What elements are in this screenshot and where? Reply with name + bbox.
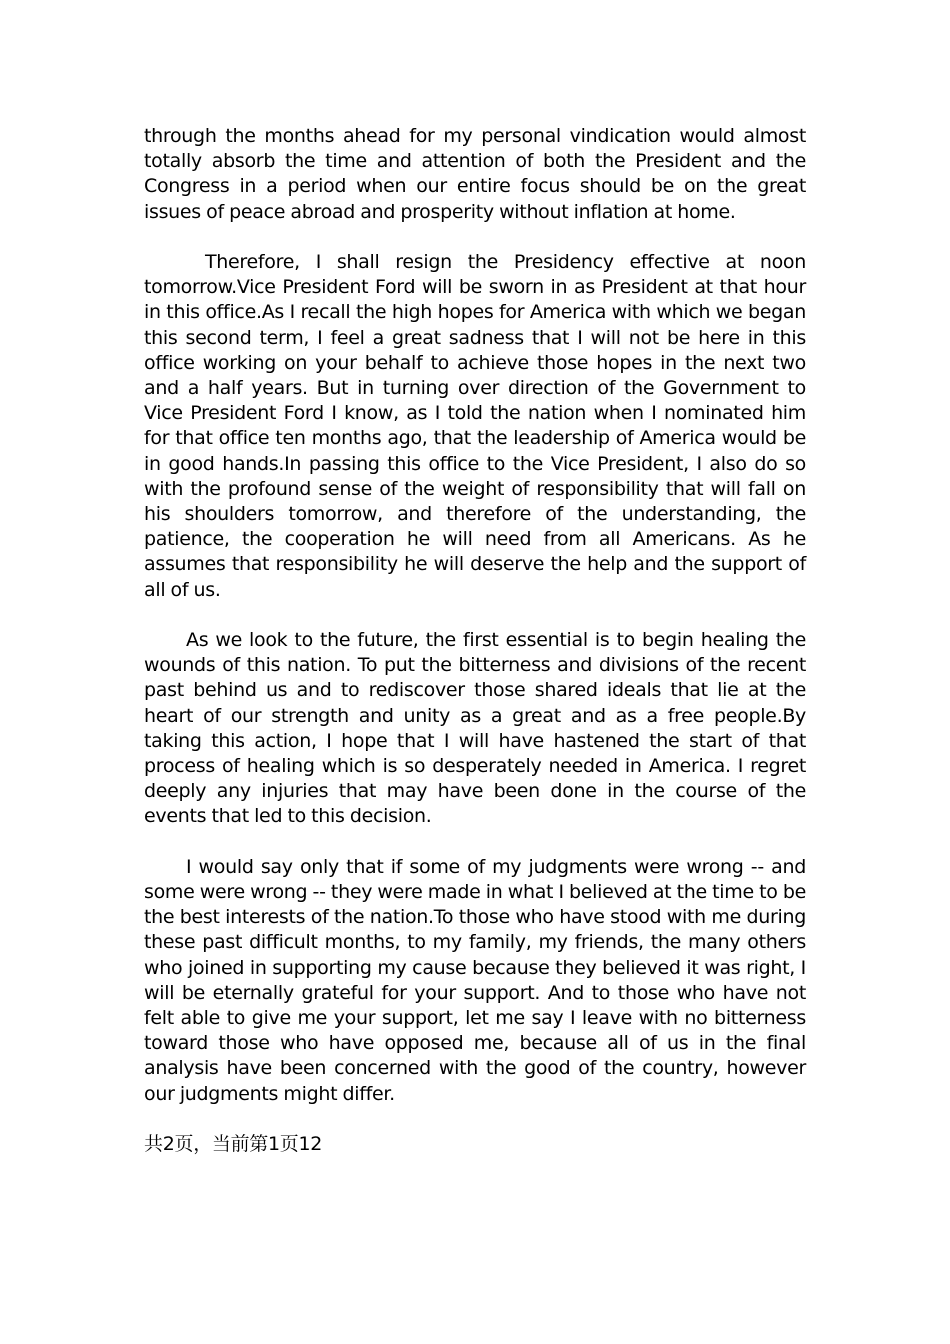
paragraph-healing: As we look to the future, the first essential is to begin healing the wounds of this nation. To put the bitterness and divisions of the recent past behind us and to rediscover those shared ideals that lie at the heart of our strength and unity as a great and as a free people.By taking this action, I hope that I will have hastened the start of that process of healing which is so desperately needed in America. I regret deeply any injuries that may have been done in the course of the events that led to this decision. xyxy=(144,629,806,828)
paragraph-resignation: Therefore, I shall resign the Presidency effective at noon tomorrow.Vice President Ford will be sworn in as President at that hour in this office.As I recall the high hopes for America with which we began this second term, I feel a great sadness that I will not be here in this office working on your behalf to achieve those hopes in the next two and a half years. But in turning over direction of the Government to Vice President Ford I know, as I told the nation when I nominated him for that office ten months ago, that the leadership of America would be in good hands.In passing this office to the Vice President, I also do so with the profound sense of the weight of responsibility that will fall on his shoulders tomorrow, and therefore of the understanding, the patience, the cooperation he will need from all Americans. As he assumes that responsibility he will deserve the help and the support of all of us. xyxy=(144,251,806,601)
paragraph-judgments: I would say only that if some of my judgments were wrong -- and some were wrong -- they were made in what I believed at the time to be the best interests of the nation.To those who have stood with me during these past difficult months, to my family, my friends, the many others who joined in supporting my cause because they believed it was right, I will be eternally grateful for your support. And to those who have not felt able to give me your support, let me say I leave with no bitterness toward those who have opposed me, because all of us in the final analysis have been concerned with the good of the country, however our judgments might differ. xyxy=(144,855,806,1105)
paragraph-continuation: through the months ahead for my personal vindication would almost totally absorb the time and attention of both the President and the Congress in a period when our entire focus should be on the great issues of peace abroad and prosperity without inflation at home. xyxy=(144,125,806,223)
document-page xyxy=(144,124,806,1157)
page-footer: 共2页，当前第1页12 xyxy=(144,1133,323,1156)
